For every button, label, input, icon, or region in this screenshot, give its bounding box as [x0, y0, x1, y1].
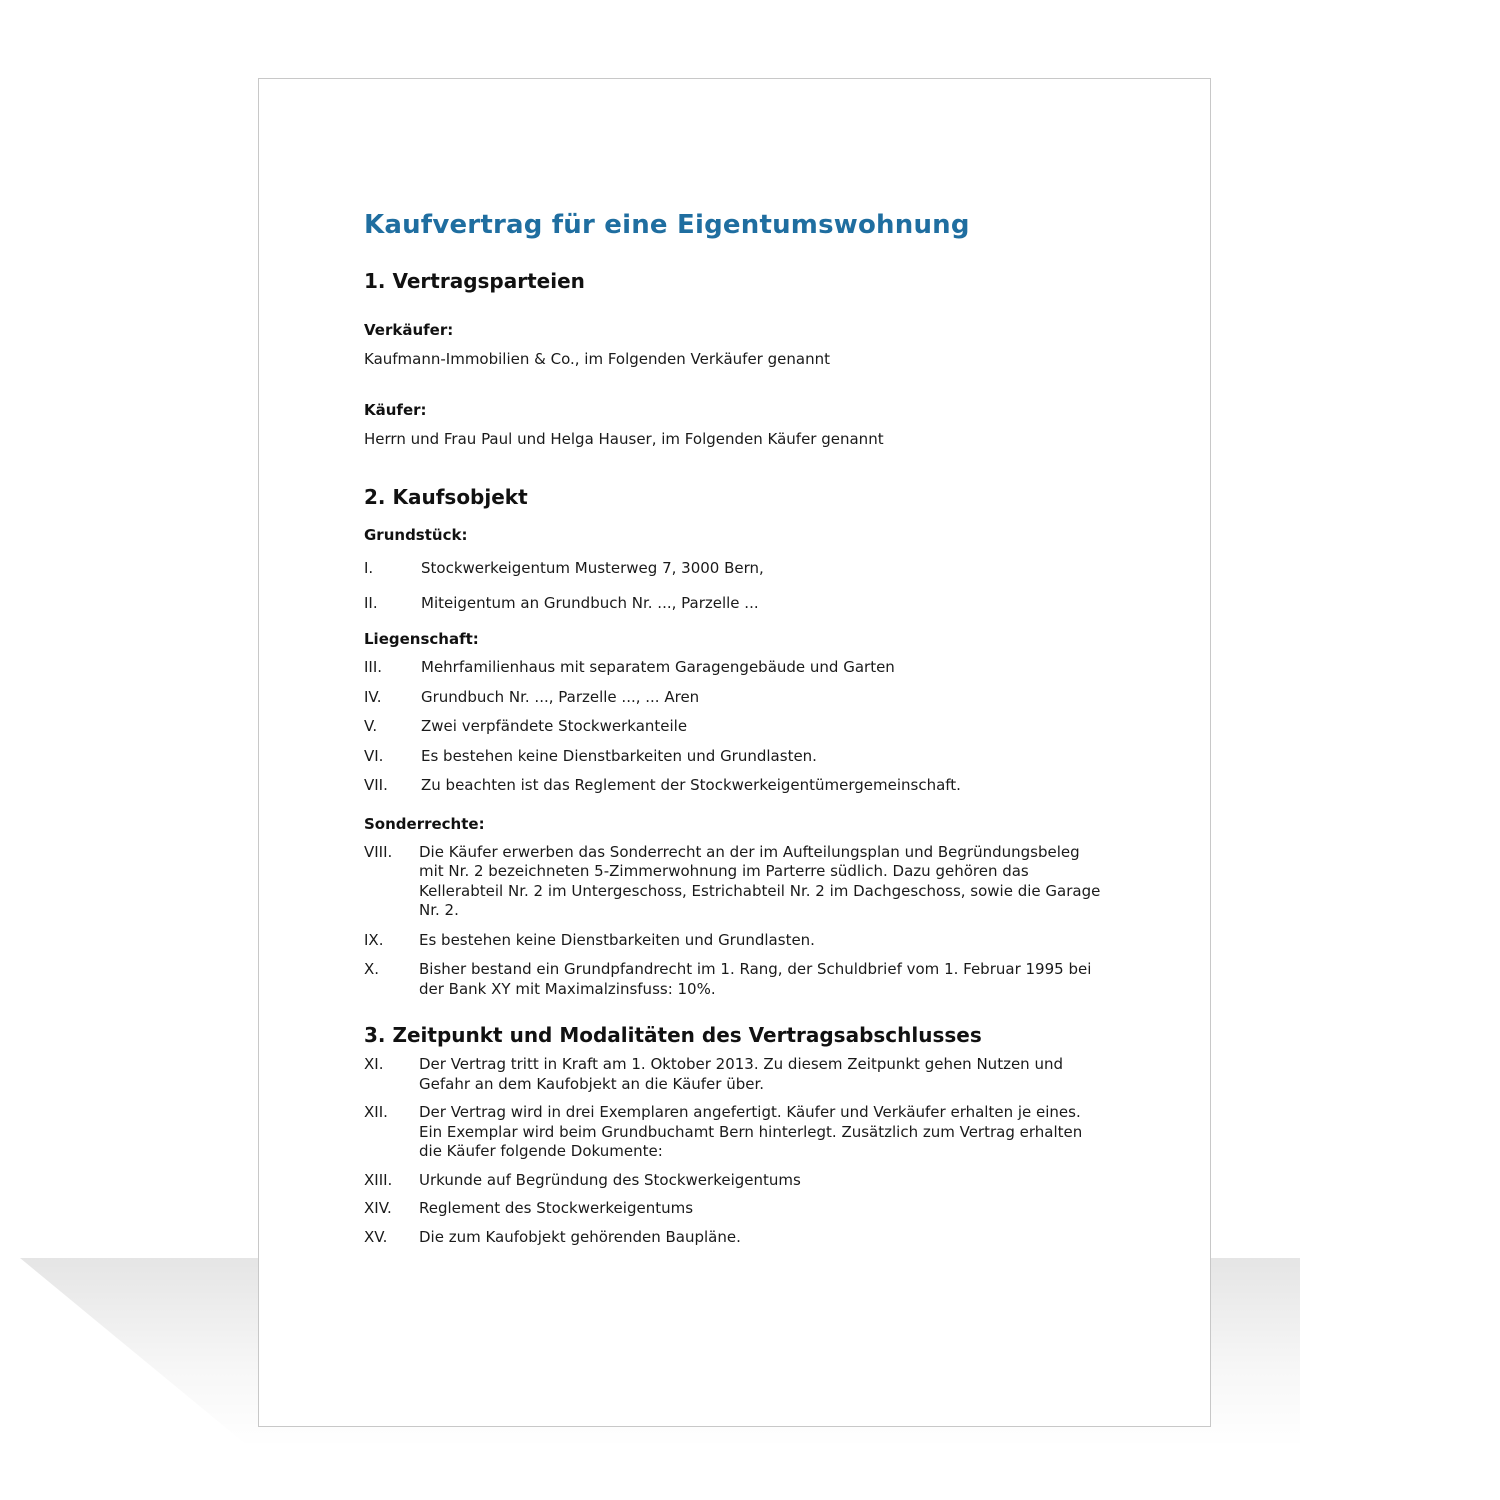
- seller-label: Verkäufer:: [364, 321, 454, 339]
- list-item: [364, 1199, 1104, 1219]
- item-number: VII.: [364, 776, 388, 794]
- list-item: [364, 931, 1104, 951]
- item-number: I.: [364, 559, 374, 577]
- liegenschaft-list: [364, 658, 1104, 796]
- item-number: XI.: [364, 1055, 384, 1073]
- item-text: Die zum Kaufobjekt gehörenden Baupläne.: [419, 1227, 741, 1246]
- item-text: Es bestehen keine Dienstbarkeiten und Grundlasten.: [421, 746, 817, 765]
- item-text: Zu beachten ist das Reglement der Stockwerkeigentümergemeinschaft.: [421, 776, 961, 794]
- list-item: [364, 776, 1104, 796]
- sonderrechte-label: Sonderrechte:: [364, 814, 485, 833]
- list-item: [364, 717, 1104, 737]
- item-text: Reglement des Stockwerkeigentums: [419, 1199, 694, 1217]
- item-text: Die Käufer erwerben das Sonderrecht an der im Aufteilungsplan und Begründungsbeleg mit Nr. 2 bezeichneten 5-Zimmerwohnung im Parterre südlich. Dazu gehören das Kellerabteil Nr. 2 im Untergeschoss, Estrichabteil Nr. 2 im Dachgeschoss, sowie die Garage Nr. 2.: [419, 842, 1101, 919]
- sonderrechte-list: [364, 843, 1104, 1000]
- item-text: Es bestehen keine Dienstbarkeiten und Grundlasten.: [419, 930, 815, 949]
- item-number: III.: [364, 658, 383, 676]
- document-title: Kaufvertrag für eine Eigentumswohnung: [364, 210, 970, 240]
- list-item: [364, 658, 1104, 678]
- section-2-heading: 2. Kaufsobjekt: [364, 485, 528, 509]
- item-number: IX.: [364, 930, 384, 949]
- list-item: [364, 1171, 1104, 1191]
- item-number: II.: [364, 594, 378, 612]
- list-item: [364, 1103, 1104, 1162]
- item-number: XII.: [364, 1103, 388, 1121]
- grundstueck-label: Grundstück:: [364, 526, 468, 544]
- item-text: Miteigentum an Grundbuch Nr. ..., Parzelle ...: [421, 594, 759, 612]
- buyer-label: Käufer:: [364, 401, 427, 419]
- section-1-heading: 1. Vertragsparteien: [364, 269, 585, 293]
- item-number: X.: [364, 960, 380, 978]
- item-number: VI.: [364, 746, 384, 765]
- item-text: Bisher bestand ein Grundpfandrecht im 1. Rang, der Schuldbrief vom 1. Februar 1995 bei der Bank XY mit Maximalzinsfuss: 10%.: [419, 960, 1092, 998]
- list-item: [364, 843, 1104, 921]
- document-page: [258, 78, 1211, 1427]
- list-item: [364, 1228, 1104, 1248]
- item-text: Mehrfamilienhaus mit separatem Garagengebäude und Garten: [421, 658, 895, 676]
- liegenschaft-label: Liegenschaft:: [364, 630, 479, 648]
- list-item: [364, 747, 1104, 767]
- list-item: [364, 1055, 1104, 1094]
- grundstueck-list: [364, 559, 1104, 614]
- seller-text: Kaufmann-Immobilien & Co., im Folgenden Verkäufer genannt: [364, 350, 830, 368]
- buyer-text: Herrn und Frau Paul und Helga Hauser, im Folgenden Käufer genannt: [364, 430, 884, 448]
- item-number: XIII.: [364, 1170, 393, 1189]
- section-3-list: [364, 1055, 1104, 1247]
- item-text: Der Vertrag wird in drei Exemplaren angefertigt. Käufer und Verkäufer erhalten je eines. Ein Exemplar wird beim Grundbuchamt Bern hinterlegt. Zusätzlich zum Vertrag erhalten die Käufer folgende Dokumente:: [419, 1103, 1083, 1160]
- item-text: Der Vertrag tritt in Kraft am 1. Oktober 2013. Zu diesem Zeitpunkt gehen Nutzen und Gefahr an dem Kaufobjekt an die Käufer über.: [419, 1055, 1063, 1093]
- list-item: [364, 559, 1104, 579]
- document-content: [364, 207, 1104, 1256]
- item-number: XV.: [364, 1227, 388, 1246]
- item-text: Zwei verpfändete Stockwerkanteile: [421, 717, 688, 735]
- item-text: Stockwerkeigentum Musterweg 7, 3000 Bern,: [421, 559, 764, 577]
- item-number: V.: [364, 717, 378, 735]
- item-text: Grundbuch Nr. ..., Parzelle ..., ... Aren: [421, 687, 700, 706]
- list-item: [364, 688, 1104, 708]
- item-number: VIII.: [364, 842, 393, 861]
- item-text: Urkunde auf Begründung des Stockwerkeigentums: [419, 1170, 801, 1189]
- list-item: [364, 594, 1104, 614]
- item-number: IV.: [364, 687, 382, 706]
- section-3-heading: 3. Zeitpunkt und Modalitäten des Vertragsabschlusses: [364, 1023, 982, 1047]
- item-number: XIV.: [364, 1199, 392, 1217]
- list-item: [364, 960, 1104, 999]
